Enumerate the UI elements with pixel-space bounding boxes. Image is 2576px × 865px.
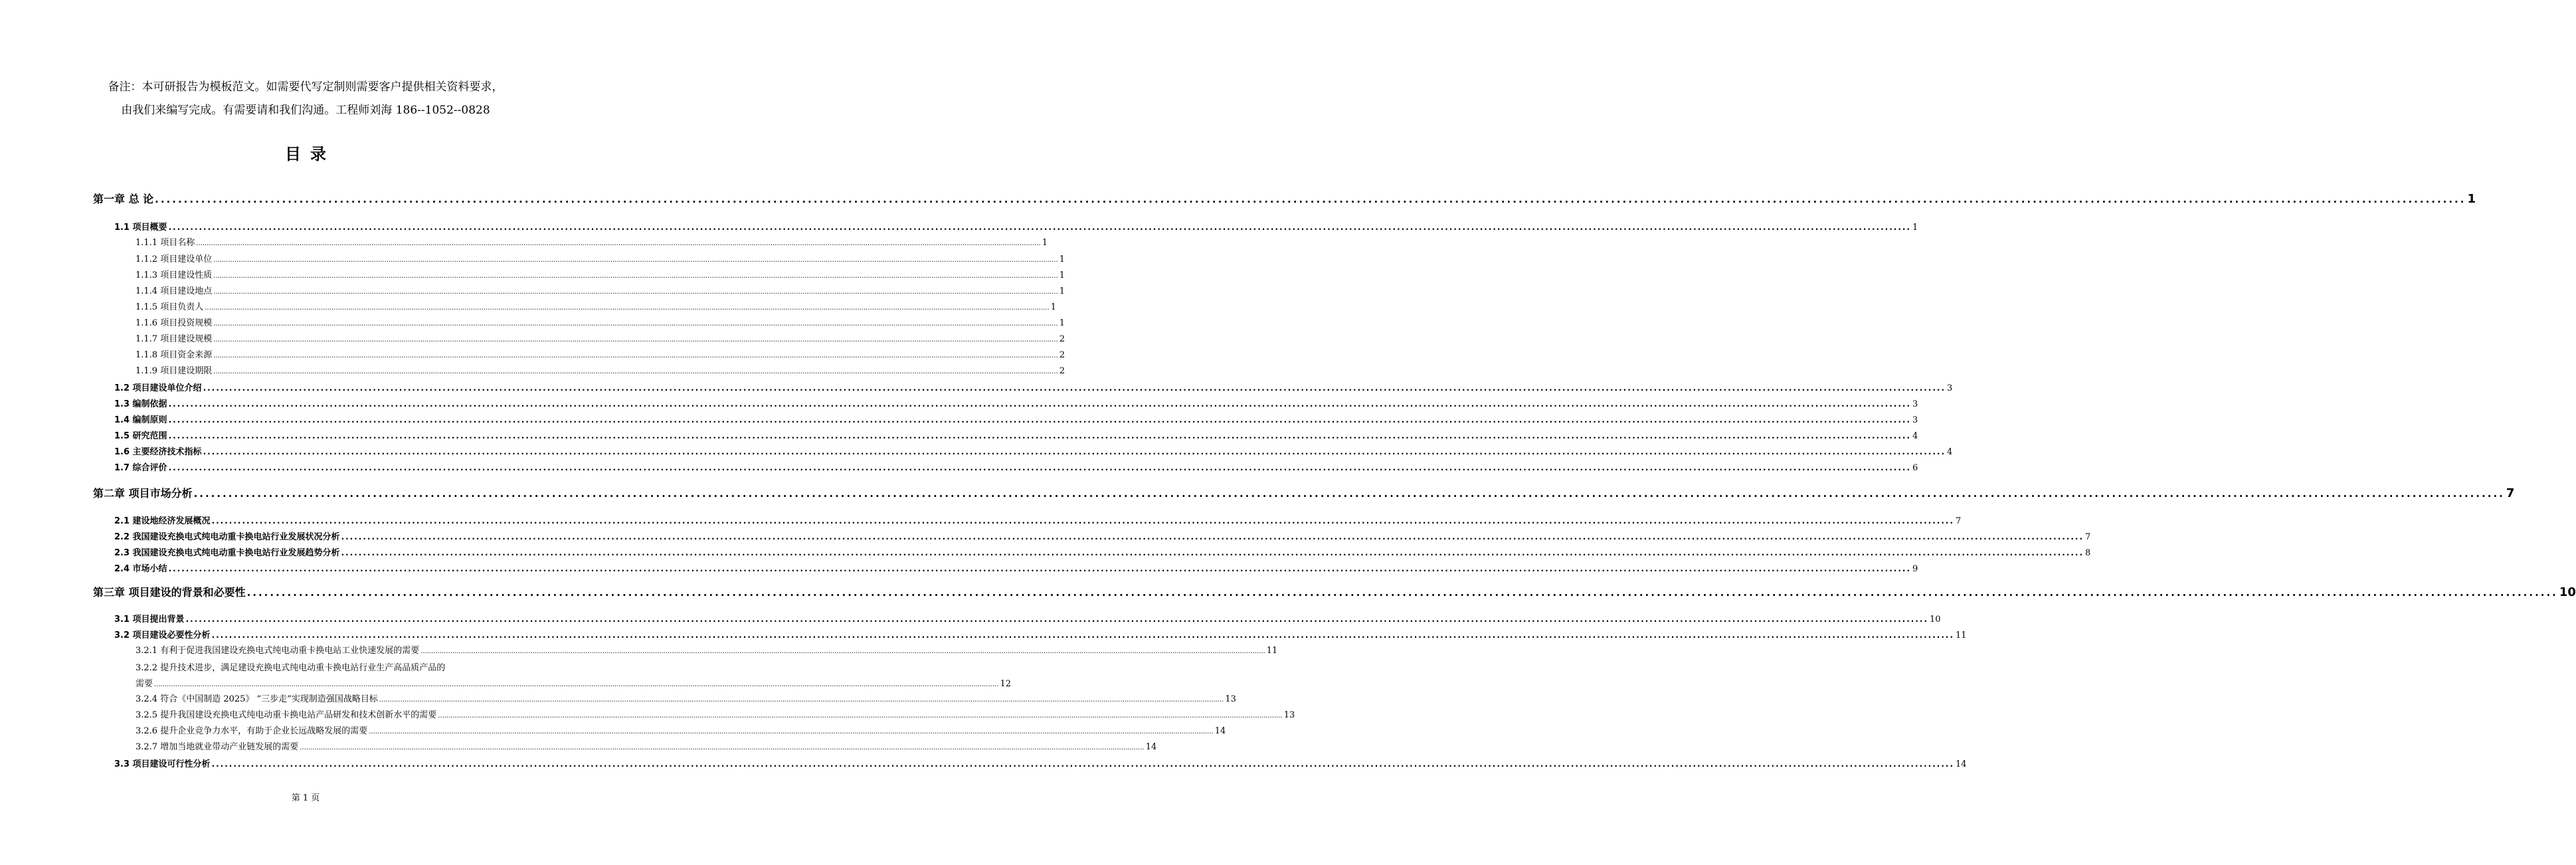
toc-section[interactable] xyxy=(114,530,2091,543)
toc-entry-label: 3.2.4 符合《中国制造 2025》 “三步走”实现制造强国战略目标 xyxy=(136,694,378,704)
toc-section[interactable] xyxy=(114,381,1953,395)
toc-entry-page: 1 xyxy=(1912,223,1918,233)
toc-subsection[interactable] xyxy=(136,725,1226,738)
toc-entry-label: 1.1.8 项目资金来源 xyxy=(136,350,213,360)
dot-leader: ................................................................................................................................................................................................................................................................................................................................................................................................................ xyxy=(154,681,999,688)
dot-leader: ................................................................................................................................................................................................................................................................................................................................................................................................................ xyxy=(438,712,1283,720)
dot-leader: ................................................................................................................................................................................................................................................................................................................................................................................................................ xyxy=(379,696,1224,704)
dot-leader: ................................................................................................................................................................................................................................................................................................................................................................................................................ xyxy=(341,548,2084,557)
dot-leader: ................................................................................................................................................................................................................................................................................................................................................................................................................ xyxy=(168,564,1911,573)
dot-leader: ................................................................................................................................................................................................................................................................................................................................................................................................................ xyxy=(213,288,1058,296)
toc-entry-page: 7 xyxy=(1956,516,1962,526)
dot-leader: ................................................................................................................................................................................................................................................................................................................................................................................................................ xyxy=(155,193,2466,205)
toc-entry-page: 11 xyxy=(1266,646,1278,656)
page-footer: 第 1 页 xyxy=(291,793,320,803)
toc-entry[interactable] xyxy=(136,660,1012,693)
toc-subsection[interactable] xyxy=(136,333,1065,346)
dot-leader: ................................................................................................................................................................................................................................................................................................................................................................................................................ xyxy=(213,256,1058,264)
dot-leader: ................................................................................................................................................................................................................................................................................................................................................................................................................ xyxy=(246,587,2558,599)
toc-entry-page: 13 xyxy=(1283,710,1295,720)
toc-entry-label: 1.1.7 项目建设规模 xyxy=(136,334,213,344)
toc-entry-label: 第二章 项目市场分析 xyxy=(93,487,193,500)
dot-leader: ................................................................................................................................................................................................................................................................................................................................................................................................................ xyxy=(211,630,1954,640)
toc-entry-page: 1 xyxy=(1059,286,1065,296)
dot-leader: ................................................................................................................................................................................................................................................................................................................................................................................................................ xyxy=(203,383,1946,393)
toc-entry-label: 1.1.5 项目负责人 xyxy=(136,302,204,312)
dot-leader: ................................................................................................................................................................................................................................................................................................................................................................................................................ xyxy=(168,463,1911,472)
toc-entry-label: 1.1.2 项目建设单位 xyxy=(136,254,213,264)
toc-entry-page: 2 xyxy=(1059,350,1065,360)
toc-subsection[interactable] xyxy=(136,237,1048,250)
toc-title: 目录 xyxy=(285,145,335,163)
toc-entry-page: 7 xyxy=(2085,532,2091,542)
toc-subsection[interactable] xyxy=(136,317,1065,330)
toc-entry-label: 1.2 项目建设单位介绍 xyxy=(114,383,202,393)
toc-entry-page: 1 xyxy=(1059,318,1065,328)
toc-entry-page: 4 xyxy=(1947,447,1953,457)
dot-leader: ................................................................................................................................................................................................................................................................................................................................................................................................................ xyxy=(213,272,1058,280)
dot-leader: ................................................................................................................................................................................................................................................................................................................................................................................................................ xyxy=(168,399,1911,409)
toc-chapter[interactable] xyxy=(93,486,2515,502)
dot-leader: ................................................................................................................................................................................................................................................................................................................................................................................................................ xyxy=(205,304,1050,312)
toc-entry-page: 6 xyxy=(1912,463,1918,473)
dot-leader: ................................................................................................................................................................................................................................................................................................................................................................................................................ xyxy=(341,532,2084,541)
dot-leader: ................................................................................................................................................................................................................................................................................................................................................................................................................ xyxy=(369,728,1214,735)
dot-leader: ................................................................................................................................................................................................................................................................................................................................................................................................................ xyxy=(211,759,1954,769)
toc-entry-page: 3 xyxy=(1912,399,1918,409)
toc-entry-page: 13 xyxy=(1225,694,1236,704)
dot-leader: ................................................................................................................................................................................................................................................................................................................................................................................................................ xyxy=(168,431,1911,440)
toc-entry-label: 1.5 研究范围 xyxy=(114,431,167,441)
dot-leader: ................................................................................................................................................................................................................................................................................................................................................................................................................ xyxy=(196,240,1041,247)
toc-entry-label: 3.2 项目建设必要性分析 xyxy=(114,630,211,640)
toc-entry-label: 1.1.6 项目投资规模 xyxy=(136,318,213,328)
toc-entry-label: 1.1.1 项目名称 xyxy=(136,238,195,248)
toc-entry-page: 11 xyxy=(1956,630,1967,640)
toc-section[interactable] xyxy=(114,397,1918,411)
toc-subsection[interactable] xyxy=(136,644,1278,658)
toc-entry-label: 2.4 市场小结 xyxy=(114,564,167,574)
toc-entry-page: 14 xyxy=(1214,726,1226,736)
toc-entry-page: 9 xyxy=(1912,564,1918,574)
dot-leader: ................................................................................................................................................................................................................................................................................................................................................................................................................ xyxy=(168,415,1911,425)
toc-entry-label: 3.2.6 提升企业竞争力水平，有助于企业长远战略发展的需要 xyxy=(136,726,368,736)
toc-section[interactable] xyxy=(114,429,1918,442)
toc-entry-label-continued: 需要 xyxy=(136,679,153,689)
toc-entry-label: 3.3 项目建设可行性分析 xyxy=(114,759,211,769)
toc-subsection[interactable] xyxy=(136,301,1056,314)
dot-leader: ................................................................................................................................................................................................................................................................................................................................................................................................................ xyxy=(168,223,1911,232)
toc-entry-page: 10 xyxy=(1930,615,1941,625)
toc-entry-page: 1 xyxy=(1042,238,1048,248)
dot-leader: ................................................................................................................................................................................................................................................................................................................................................................................................................ xyxy=(420,648,1265,655)
toc-subsection[interactable] xyxy=(136,709,1295,722)
toc-entry-page: 12 xyxy=(1000,679,1012,689)
dot-leader: ................................................................................................................................................................................................................................................................................................................................................................................................................ xyxy=(213,368,1058,375)
toc-entry-label: 1.1.9 项目建设期限 xyxy=(136,366,213,376)
toc-entry-label: 3.1 项目提出背景 xyxy=(114,615,185,625)
toc-entry-label: 1.1 项目概要 xyxy=(114,223,167,233)
toc-section[interactable] xyxy=(114,628,1967,642)
toc-entry-label: 3.2.5 提升我国建设充换电式纯电动重卡换电站产品研发和技术创新水平的需要 xyxy=(136,710,437,720)
dot-leader: ................................................................................................................................................................................................................................................................................................................................................................................................................ xyxy=(213,352,1058,359)
note-line-1: 备注：本可研报告为模板范文。如需要代写定制则需要客户提供相关资料要求， xyxy=(108,80,504,94)
toc-entry-label: 3.2.2 提升技术进步，满足建设充换电式纯电动重卡换电站行业生产高品质产品的 xyxy=(136,663,446,673)
toc-entry-label: 1.1.3 项目建设性质 xyxy=(136,270,213,280)
toc-entry-label: 2.3 我国建设充换电式纯电动重卡换电站行业发展趋势分析 xyxy=(114,548,340,558)
toc-entry-label: 3.2.1 有利于促进我国建设充换电式纯电动重卡换电站工业快速发展的需要 xyxy=(136,646,420,656)
toc-chapter[interactable] xyxy=(93,585,2576,601)
toc-entry-page: 1 xyxy=(2467,192,2476,206)
toc-section[interactable] xyxy=(114,757,1967,771)
toc-entry-page: 14 xyxy=(1956,759,1967,769)
toc-section[interactable] xyxy=(114,461,1918,474)
toc-entry-label: 第三章 项目建设的背景和必要性 xyxy=(93,586,246,599)
toc-entry-page: 3 xyxy=(1912,415,1918,425)
toc-subsection[interactable] xyxy=(136,253,1065,266)
toc-section[interactable] xyxy=(114,613,1941,626)
toc-chapter[interactable] xyxy=(93,191,2476,207)
toc-entry-page: 4 xyxy=(1912,431,1918,441)
toc-section[interactable] xyxy=(114,221,1918,234)
toc-entry-label: 1.7 综合评价 xyxy=(114,463,167,473)
toc-section[interactable] xyxy=(114,562,1918,575)
toc-entry-label: 1.1.4 项目建设地点 xyxy=(136,286,213,296)
toc-entry-label: 3.2.7 增加当地就业带动产业链发展的需要 xyxy=(136,742,299,752)
dot-leader: ................................................................................................................................................................................................................................................................................................................................................................................................................ xyxy=(211,516,1954,526)
toc-entry-page: 7 xyxy=(2506,486,2515,500)
toc-subsection[interactable] xyxy=(136,269,1065,282)
toc-section[interactable] xyxy=(114,514,1962,528)
toc-entry-page: 1 xyxy=(1059,254,1065,264)
toc-entry-page: 2 xyxy=(1059,366,1065,376)
toc-entry-label: 1.6 主要经济技术指标 xyxy=(114,447,202,457)
toc-entry-page: 1 xyxy=(1050,302,1056,312)
toc-entry-page: 14 xyxy=(1145,742,1157,752)
toc-entry-page: 8 xyxy=(2085,548,2091,558)
toc-entry-label: 1.3 编制依据 xyxy=(114,399,167,409)
dot-leader: ................................................................................................................................................................................................................................................................................................................................................................................................................ xyxy=(193,488,2505,500)
dot-leader: ................................................................................................................................................................................................................................................................................................................................................................................................................ xyxy=(185,615,1928,624)
toc-subsection[interactable] xyxy=(136,693,1236,706)
toc-entry-label: 2.2 我国建设充换电式纯电动重卡换电站行业发展状况分析 xyxy=(114,532,340,542)
dot-leader: ................................................................................................................................................................................................................................................................................................................................................................................................................ xyxy=(213,320,1058,328)
note-line-2: 由我们来编写完成。有需要请和我们沟通。工程师刘海 186--1052--0828 xyxy=(121,104,490,117)
toc-section[interactable] xyxy=(114,546,2091,559)
dot-leader: ................................................................................................................................................................................................................................................................................................................................................................................................................ xyxy=(300,744,1145,751)
toc-entry-label: 第一章 总 论 xyxy=(93,193,154,205)
toc-entry-page: 1 xyxy=(1059,270,1065,280)
toc-entry-page: 10 xyxy=(2559,585,2576,599)
toc-subsection[interactable] xyxy=(136,741,1157,754)
toc-entry-label: 1.4 编制原则 xyxy=(114,415,167,425)
toc-entry-page: 3 xyxy=(1947,383,1953,393)
toc-section[interactable] xyxy=(114,445,1953,458)
toc-section[interactable] xyxy=(114,413,1918,427)
toc-entry-label: 2.1 建设地经济发展概况 xyxy=(114,516,211,526)
toc-subsection[interactable] xyxy=(136,349,1065,362)
dot-leader: ................................................................................................................................................................................................................................................................................................................................................................................................................ xyxy=(203,447,1946,456)
toc-subsection[interactable] xyxy=(136,365,1065,378)
toc-entry-page: 2 xyxy=(1059,334,1065,344)
dot-leader: ................................................................................................................................................................................................................................................................................................................................................................................................................ xyxy=(213,336,1058,343)
toc-subsection[interactable] xyxy=(136,285,1065,298)
